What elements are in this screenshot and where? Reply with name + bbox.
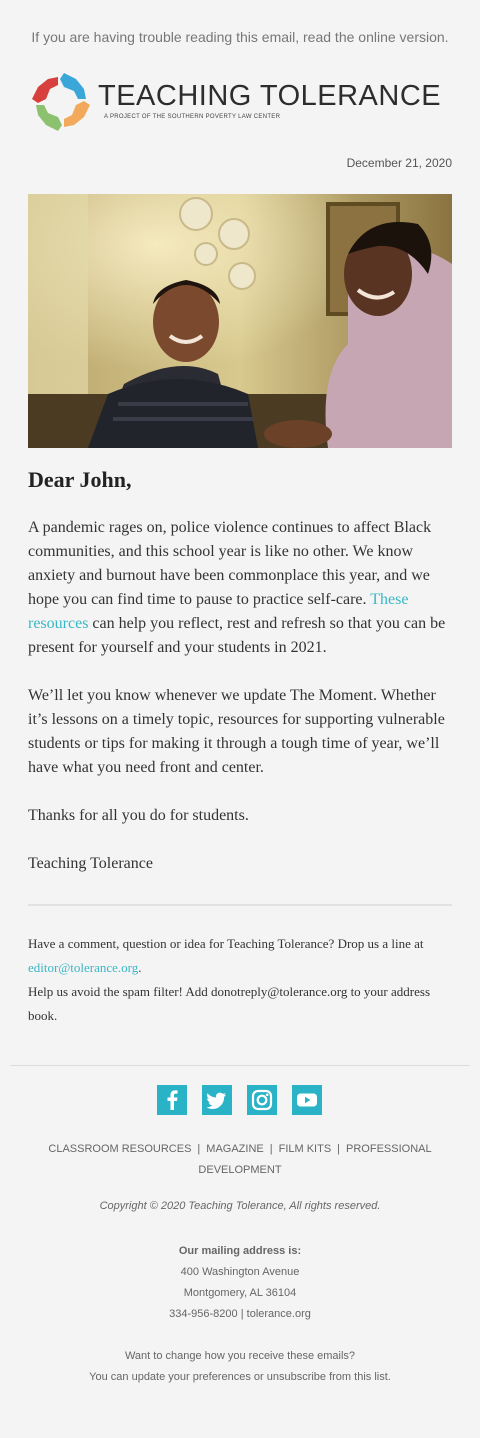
- contact-line: [28, 932, 452, 980]
- address-phone: 334-956-8200: [169, 1308, 238, 1320]
- hero-photo[interactable]: [28, 194, 452, 448]
- copyright-text: Copyright © 2020 Teaching Tolerance, All rights reserved.: [99, 1200, 381, 1212]
- twitter-icon[interactable]: [202, 1085, 232, 1115]
- mailing-address-label: Our mailing address is:: [178, 1245, 302, 1257]
- signature: Teaching Tolerance: [28, 855, 153, 872]
- hero-photo-illustration: [28, 194, 452, 448]
- footer-separator: |: [337, 1143, 341, 1155]
- logo-subtitle: A PROJECT OF THE SOUTHERN POVERTY LAW CENTER: [104, 114, 281, 120]
- greeting-heading: Dear John,: [28, 467, 132, 492]
- footer-separator: |: [197, 1143, 201, 1155]
- footer-nav: [40, 1139, 440, 1181]
- hands-logo-icon: [28, 69, 94, 135]
- logo-title: TEACHING TOLERANCE: [98, 80, 442, 112]
- preheader-text[interactable]: If you are having trouble reading this email, read the online version.: [31, 29, 449, 45]
- resources-link[interactable]: These resources: [28, 591, 409, 632]
- address-site-link[interactable]: tolerance.org: [246, 1308, 311, 1320]
- youtube-icon[interactable]: [292, 1085, 322, 1115]
- body-paragraph-1: [28, 516, 452, 660]
- spam-filter-note: Help us avoid the spam filter! Add donotreply@tolerance.org to your address book.: [28, 984, 430, 1023]
- instagram-icon[interactable]: [247, 1085, 277, 1115]
- footer-separator: |: [269, 1143, 273, 1155]
- email-date: December 21, 2020: [346, 156, 452, 170]
- contact-line-text: Have a comment, question or idea for Teaching Tolerance? Drop us a line at: [28, 936, 424, 951]
- address-city: Montgomery, AL 36104: [183, 1287, 297, 1299]
- teaching-tolerance-logo[interactable]: [28, 69, 442, 135]
- editor-email-link[interactable]: editor@tolerance.org: [28, 960, 139, 975]
- footer-link-classroom-resources[interactable]: CLASSROOM RESOURCES: [48, 1143, 192, 1155]
- footer-link-film-kits[interactable]: FILM KITS: [278, 1143, 332, 1155]
- body-paragraph-1-text: A pandemic rages on, police violence continues to affect Black communities, and this school year is like no other. We know anxiety and burnout have been commonplace this year, and we hope you can find time to pause to practice self-care.: [28, 519, 432, 608]
- footer-divider: [10, 1065, 470, 1066]
- facebook-icon[interactable]: [157, 1085, 187, 1115]
- body-paragraph-1-text-after: can help you reflect, rest and refresh so that you can be present for yourself and your students in 2021.: [28, 615, 446, 656]
- prefs-line-2[interactable]: You can update your preferences or unsubscribe from this list.: [89, 1371, 391, 1383]
- prefs-line-1: Want to change how you receive these emails?: [124, 1350, 356, 1362]
- mailing-address: [0, 1241, 480, 1325]
- email-preferences: [0, 1346, 480, 1388]
- social-links: [157, 1085, 327, 1115]
- content-divider: [28, 904, 452, 906]
- address-divider: |: [240, 1308, 244, 1320]
- body-paragraph-3: Thanks for all you do for students.: [28, 807, 249, 824]
- footer-link-magazine[interactable]: MAGAZINE: [206, 1143, 264, 1155]
- footer-link-professional-development[interactable]: PROFESSIONAL DEVELOPMENT: [198, 1143, 432, 1176]
- contact-line-period: .: [138, 960, 142, 975]
- address-contact-line: [0, 1304, 480, 1325]
- body-paragraph-2: We’ll let you know whenever we update The Moment. Whether it’s lessons on a timely topic, resources for supporting vulnerable students or tips for making it through a tough time of year, we’ll have what you need front and center.: [28, 687, 445, 776]
- address-street: 400 Washington Avenue: [180, 1266, 300, 1278]
